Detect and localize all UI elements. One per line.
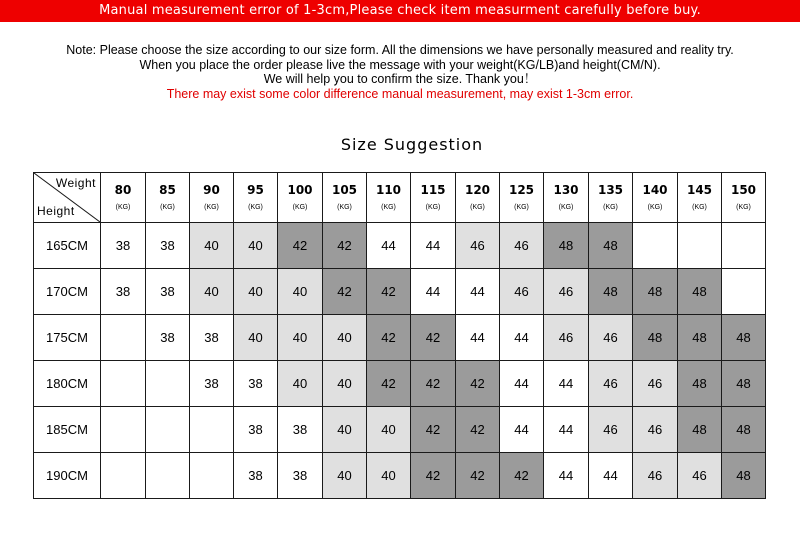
size-cell: 44 <box>411 269 456 315</box>
height-row-180cm <box>34 361 766 407</box>
size-cell: 46 <box>500 269 544 315</box>
weight-header-110 <box>367 173 411 223</box>
size-cell: 38 <box>101 223 146 269</box>
note-line-3: We will help you to confirm the size. Thank you！ <box>263 72 537 86</box>
weight-value: 100 <box>287 182 313 197</box>
size-cell: 48 <box>678 407 722 453</box>
weight-header-100 <box>278 173 323 223</box>
size-cell: 40 <box>323 453 367 499</box>
size-cell: 40 <box>278 269 323 315</box>
size-cell <box>678 223 722 269</box>
size-cell <box>722 223 766 269</box>
size-cell: 48 <box>678 315 722 361</box>
size-cell: 46 <box>456 223 500 269</box>
height-label: 190CM <box>34 453 101 499</box>
weight-unit: (KG) <box>292 203 308 211</box>
size-cell: 44 <box>544 453 589 499</box>
size-cell: 42 <box>411 407 456 453</box>
size-cell: 42 <box>411 315 456 361</box>
weight-unit: (KG) <box>337 203 352 211</box>
size-cell: 44 <box>367 223 411 269</box>
weight-value: 80 <box>114 182 132 197</box>
size-cell: 48 <box>589 223 633 269</box>
height-axis-label: Height <box>37 204 75 218</box>
weight-header-130 <box>544 173 589 223</box>
weight-unit: (KG) <box>115 203 131 211</box>
size-cell: 44 <box>500 407 544 453</box>
size-cell: 48 <box>544 223 589 269</box>
weight-header-125 <box>500 173 544 223</box>
size-cell: 38 <box>146 269 190 315</box>
size-cell: 48 <box>722 315 766 361</box>
weight-unit: (KG) <box>248 203 263 211</box>
corner-header-cell <box>34 173 101 223</box>
size-cell: 46 <box>633 453 678 499</box>
size-cell: 38 <box>146 315 190 361</box>
size-cell: 38 <box>190 315 234 361</box>
size-cell: 44 <box>456 315 500 361</box>
size-cell: 44 <box>544 361 589 407</box>
weight-value: 90 <box>203 182 220 197</box>
weight-value: 150 <box>730 182 757 197</box>
weight-unit: (KG) <box>160 203 175 211</box>
weight-unit: (KG) <box>603 203 618 211</box>
size-cell: 46 <box>678 453 722 499</box>
height-label: 180CM <box>34 361 101 407</box>
weight-value: 105 <box>331 182 358 197</box>
size-cell: 44 <box>500 315 544 361</box>
weight-unit: (KG) <box>558 203 574 211</box>
note-line-2: When you place the order please live the message with your weight(KG/LB)and height(CM/N). <box>139 57 661 72</box>
weight-header-120 <box>456 173 500 223</box>
measurement-error-banner: Manual measurement error of 1-3cm,Please check item measurment carefully before buy. <box>0 0 800 22</box>
size-cell: 40 <box>278 361 323 407</box>
size-cell: 48 <box>678 361 722 407</box>
weight-unit: (KG) <box>647 203 663 211</box>
weight-header-90 <box>190 173 234 223</box>
size-cell: 42 <box>278 223 323 269</box>
size-cell: 44 <box>411 223 456 269</box>
size-cell: 42 <box>323 269 367 315</box>
size-cell: 48 <box>589 269 633 315</box>
weight-header-95 <box>234 173 278 223</box>
weight-value: 145 <box>686 182 713 197</box>
size-cell <box>146 361 190 407</box>
height-row-190cm <box>34 453 766 499</box>
size-cell: 48 <box>678 269 722 315</box>
size-cell: 46 <box>589 407 633 453</box>
size-cell: 46 <box>589 361 633 407</box>
size-cell: 48 <box>633 315 678 361</box>
height-label: 185CM <box>34 407 101 453</box>
size-cell: 46 <box>589 315 633 361</box>
size-cell <box>101 407 146 453</box>
weight-value: 85 <box>159 182 176 197</box>
weight-unit: (KG) <box>425 203 441 211</box>
weight-value: 115 <box>420 182 446 197</box>
size-cell <box>146 407 190 453</box>
note-line-warning: There may exist some color difference manual measurement, may exist 1-3cm error. <box>166 86 634 101</box>
size-cell <box>190 453 234 499</box>
size-cell: 48 <box>722 453 766 499</box>
size-cell <box>190 407 234 453</box>
size-cell: 46 <box>544 315 589 361</box>
height-row-170cm <box>34 269 766 315</box>
size-cell <box>722 269 766 315</box>
height-row-165cm <box>34 223 766 269</box>
weight-header-85 <box>146 173 190 223</box>
size-suggestion-title: Size Suggestion <box>340 135 484 154</box>
note-line-1: Note: Please choose the size according to our size form. All the dimensions we have personally measured and reality try. <box>66 43 734 57</box>
size-cell: 40 <box>190 269 234 315</box>
size-cell: 40 <box>323 315 367 361</box>
size-cell: 42 <box>367 269 411 315</box>
size-cell: 46 <box>633 361 678 407</box>
size-cell: 46 <box>633 407 678 453</box>
weight-unit: (KG) <box>204 203 219 211</box>
size-cell: 48 <box>633 269 678 315</box>
size-cell: 40 <box>367 407 411 453</box>
height-label: 165CM <box>34 223 101 269</box>
weight-header-150 <box>722 173 766 223</box>
weight-value: 95 <box>247 182 264 197</box>
size-cell: 48 <box>722 361 766 407</box>
size-cell: 42 <box>456 361 500 407</box>
weight-header-135 <box>589 173 633 223</box>
weight-unit: (KG) <box>381 203 396 211</box>
size-chart-table <box>33 172 766 499</box>
weight-unit: (KG) <box>514 203 529 211</box>
size-cell: 40 <box>323 361 367 407</box>
size-cell: 40 <box>278 315 323 361</box>
weight-value: 140 <box>642 182 668 197</box>
size-cell: 38 <box>234 361 278 407</box>
weight-header-row <box>34 173 766 223</box>
size-cell <box>101 453 146 499</box>
size-cell: 42 <box>500 453 544 499</box>
size-cell: 38 <box>278 407 323 453</box>
size-cell: 40 <box>234 223 278 269</box>
height-row-175cm <box>34 315 766 361</box>
weight-value: 135 <box>597 182 624 197</box>
size-cell: 44 <box>456 269 500 315</box>
weight-axis-label: Weight <box>55 176 96 190</box>
size-cell: 38 <box>234 407 278 453</box>
weight-header-140 <box>633 173 678 223</box>
size-cell: 42 <box>367 361 411 407</box>
weight-header-105 <box>323 173 367 223</box>
size-cell: 44 <box>589 453 633 499</box>
size-cell <box>101 361 146 407</box>
height-label: 175CM <box>34 315 101 361</box>
weight-header-145 <box>678 173 722 223</box>
weight-unit: (KG) <box>470 203 485 211</box>
size-cell: 40 <box>323 407 367 453</box>
weight-unit: (KG) <box>692 203 707 211</box>
size-cell: 38 <box>146 223 190 269</box>
weight-value: 110 <box>375 182 402 197</box>
size-cell: 38 <box>101 269 146 315</box>
height-label: 170CM <box>34 269 101 315</box>
size-cell: 46 <box>544 269 589 315</box>
size-cell: 42 <box>456 453 500 499</box>
size-cell: 38 <box>234 453 278 499</box>
size-cell: 42 <box>367 315 411 361</box>
weight-header-115 <box>411 173 456 223</box>
weight-unit: (KG) <box>736 203 751 211</box>
size-cell: 42 <box>411 361 456 407</box>
size-notes <box>0 43 800 101</box>
weight-value: 120 <box>464 182 491 197</box>
size-cell <box>633 223 678 269</box>
size-cell: 38 <box>190 361 234 407</box>
size-cell: 42 <box>411 453 456 499</box>
size-cell: 40 <box>234 315 278 361</box>
size-cell: 42 <box>456 407 500 453</box>
size-cell: 44 <box>544 407 589 453</box>
size-cell: 44 <box>500 361 544 407</box>
weight-value: 130 <box>553 182 579 197</box>
size-cell: 40 <box>234 269 278 315</box>
size-cell: 40 <box>190 223 234 269</box>
size-cell: 46 <box>500 223 544 269</box>
height-row-185cm <box>34 407 766 453</box>
size-cell: 38 <box>278 453 323 499</box>
size-cell <box>101 315 146 361</box>
weight-header-80 <box>101 173 146 223</box>
size-cell: 48 <box>722 407 766 453</box>
size-cell <box>146 453 190 499</box>
weight-value: 125 <box>508 182 535 197</box>
size-cell: 42 <box>323 223 367 269</box>
size-cell: 40 <box>367 453 411 499</box>
